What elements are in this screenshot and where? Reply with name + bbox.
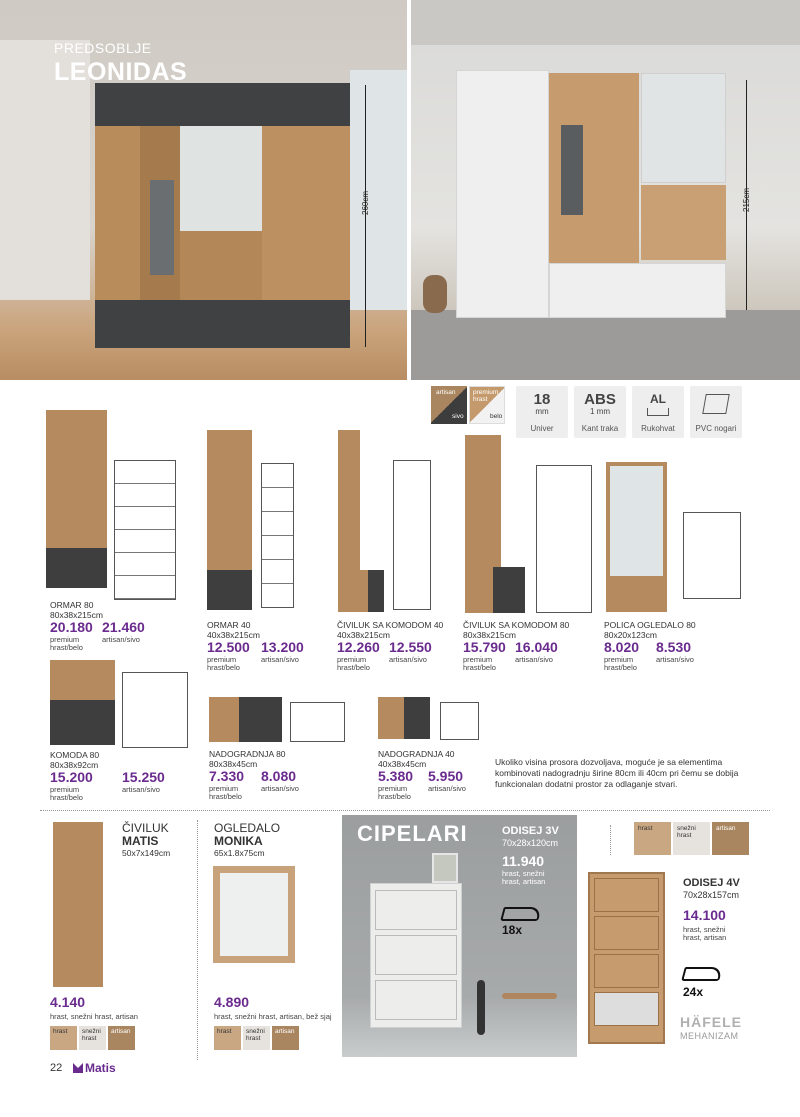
price-artisan: 8.080: [261, 768, 297, 784]
civiluk40-line-drawing: [393, 460, 431, 610]
price-premium: 15.200: [50, 769, 93, 785]
hafele-mechanism: MEHANIZAM: [680, 1031, 739, 1041]
civiluk-matis-block: ČIVILUK MATIS 50x7x149cm: [122, 821, 171, 858]
price-artisan: 13.200: [261, 639, 304, 655]
ormar80-image: [46, 410, 107, 590]
odisej4-count: 24x: [683, 985, 704, 999]
price-artisan: 21.460: [102, 619, 145, 635]
spec-univer: 18 mm Univer: [516, 386, 568, 438]
note-premium: premium hrast/belo: [209, 784, 242, 801]
note-premium: premium hrast/belo: [50, 785, 83, 802]
odisej3-count: 18x: [502, 923, 523, 937]
hafele-logo: HÄFELE: [680, 1014, 742, 1030]
odisej4-image: [588, 872, 665, 1044]
spec-kant-traka: ABS 1 mm Kant traka: [574, 386, 626, 438]
civiluk-swatch-artisan: artisan: [108, 1026, 135, 1050]
price-premium: 8.020: [604, 639, 640, 655]
note-artisan: artisan/sivo: [428, 784, 466, 793]
product-komoda80: KOMODA 80 80x38x92cm 15.200 premium hrast/belo 15.250 artisan/sivo: [50, 750, 165, 802]
civiluk-swatch-hrast: hrast: [50, 1026, 77, 1050]
note-premium: premium hrast/belo: [207, 655, 240, 672]
nadogradnja40-image: [378, 697, 430, 739]
nadogradnja80-image: [209, 697, 282, 742]
cipelari-title: CIPELARI: [357, 821, 468, 846]
spec-rukohvat: AL Rukohvat: [632, 386, 684, 438]
polica-ogledalo-image: [606, 462, 667, 612]
price-premium: 7.330: [209, 768, 245, 784]
column-divider: [197, 820, 198, 1060]
product-nadogradnja80: NADOGRADNJA 80 80x38x45cm 7.330 premium hrast/belo 8.080 artisan/sivo: [209, 749, 299, 801]
product-ormar80: ORMAR 80 80x38x215cm 20.180 premium hrast/belo 21.460 artisan/sivo: [50, 600, 145, 652]
product-civiluk80: ČIVILUK SA KOMODOM 80 80x38x215cm 15.790 premium hrast/belo 16.040 artisan/sivo: [463, 620, 570, 672]
note-artisan: artisan/sivo: [261, 784, 299, 793]
civiluk40-image: [338, 430, 384, 612]
note-premium: premium hrast/belo: [378, 784, 411, 801]
pvc-leg-icon: [702, 394, 730, 414]
hero-photo-left: [0, 0, 407, 380]
price-premium: 5.380: [378, 768, 414, 784]
note-artisan: artisan/sivo: [122, 785, 160, 794]
odisej4-price: 14.100: [683, 907, 726, 923]
info-text: Ukoliko visina prosora dozvoljava, moguće je sa elementima kombinovati nadogradnju širine 80cm ili 40cm pri čemu se dobija funkcionalan dodatni prostor za odlaganje stvari.: [495, 757, 739, 789]
swatch-label-premium-hrast: premium hrast: [473, 389, 499, 403]
shoe-icon: [500, 907, 542, 921]
note-artisan: artisan/sivo: [261, 655, 299, 664]
hero-dim-right: 215cm: [742, 187, 751, 212]
note-artisan: artisan/sivo: [515, 655, 553, 664]
civiluk-swatch-snezni: snežni hrast: [79, 1026, 106, 1050]
note-premium: premium hrast/belo: [50, 635, 83, 652]
nadogradnja80-line-drawing: [290, 702, 345, 742]
odisej4-colors: hrast, snežni hrast, artisan: [683, 925, 727, 942]
price-artisan: 5.950: [428, 768, 464, 784]
hero-dim-left: 260cm: [361, 190, 370, 215]
odisej4-name: ODISEJ 4V: [683, 877, 740, 889]
civiluk-colors: hrast, snežni hrast, artisan: [50, 1012, 138, 1021]
ogledalo-colors: hrast, snežni hrast, artisan, bež sjaj: [214, 1012, 332, 1021]
swatch-label-sivo: sivo: [452, 413, 464, 420]
note-premium: premium hrast/belo: [463, 655, 496, 672]
column-divider: [610, 825, 611, 855]
price-premium: 20.180: [50, 619, 93, 635]
price-artisan: 8.530: [656, 639, 692, 655]
price-artisan: 12.550: [389, 639, 432, 655]
product-nadogradnja40: NADOGRADNJA 40 40x38x45cm 5.380 premium hrast/belo 5.950 artisan/sivo: [378, 749, 466, 801]
footer-brand: Matis: [85, 1061, 116, 1075]
price-artisan: 15.250: [122, 769, 165, 785]
ogledalo-swatch-snezni: snežni hrast: [243, 1026, 270, 1050]
ormar40-line-drawing: [261, 463, 294, 608]
ogledalo-price: 4.890: [214, 994, 250, 1010]
odisej4-swatch-hrast: hrast: [634, 822, 671, 855]
civiluk80-line-drawing: [536, 465, 592, 613]
odisej4-swatch-artisan: artisan: [712, 822, 749, 855]
hero-title: LEONIDAS: [54, 58, 188, 86]
swatch-label-belo: belo: [490, 413, 503, 420]
odisej3-dims: 70x28x120cm: [502, 838, 559, 848]
odisej4-swatch-snezni: snežni hrast: [673, 822, 710, 855]
spec-pvc-nogari: PVC nogari: [690, 386, 742, 438]
price-premium: 15.790: [463, 639, 506, 655]
section-divider: [40, 810, 770, 811]
civiluk-price: 4.140: [50, 994, 86, 1010]
page-number: 22: [50, 1062, 63, 1074]
ogledalo-swatch-artisan: artisan: [272, 1026, 299, 1050]
product-polica-ogledalo: POLICA OGLEDALO 80 80x20x123cm 8.020 premium hrast/belo 8.530 artisan/sivo: [604, 620, 696, 672]
price-premium: 12.500: [207, 639, 250, 655]
odisej3-colors: hrast, snežni hrast, artisan: [502, 869, 546, 886]
note-artisan: artisan/sivo: [656, 655, 694, 664]
swatch-label-artisan: artisan: [436, 389, 456, 396]
ormar40-image: [207, 430, 252, 610]
price-artisan: 16.040: [515, 639, 558, 655]
note-premium: premium hrast/belo: [604, 655, 637, 672]
shoe-icon: [681, 967, 723, 981]
note-artisan: artisan/sivo: [102, 635, 140, 644]
polica-ogledalo-line-drawing: [683, 512, 741, 599]
odisej3-price: 11.940: [502, 853, 545, 869]
product-ormar40: ORMAR 40 40x38x215cm 12.500 premium hrast/belo 13.200 artisan/sivo: [207, 620, 304, 672]
note-premium: premium hrast/belo: [337, 655, 370, 672]
ogledalo-monika-image: [213, 866, 295, 963]
civiluk80-image: [465, 435, 525, 613]
odisej3-name: ODISEJ 3V: [502, 825, 559, 837]
product-civiluk40: ČIVILUK SA KOMODOM 40 40x38x215cm 12.260 premium hrast/belo 12.550 artisan/sivo: [337, 620, 444, 672]
nadogradnja40-line-drawing: [440, 702, 479, 740]
komoda80-image: [50, 660, 115, 745]
handle-icon: [647, 408, 669, 416]
cipelari-photo: [342, 815, 577, 1057]
hero-photo-right: [411, 0, 800, 380]
odisej4-dims: 70x28x157cm: [683, 890, 740, 900]
komoda80-line-drawing: [122, 672, 188, 748]
matis-logo-icon: [73, 1063, 83, 1073]
ormar80-line-drawing: [114, 460, 176, 600]
ogledalo-swatch-hrast: hrast: [214, 1026, 241, 1050]
note-artisan: artisan/sivo: [389, 655, 427, 664]
price-premium: 12.260: [337, 639, 380, 655]
civiluk-matis-image: [53, 822, 103, 987]
hero-subtitle: PREDSOBLJE: [54, 40, 152, 56]
ogledalo-monika-block: OGLEDALO MONIKA 65x1.8x75cm: [214, 821, 281, 858]
